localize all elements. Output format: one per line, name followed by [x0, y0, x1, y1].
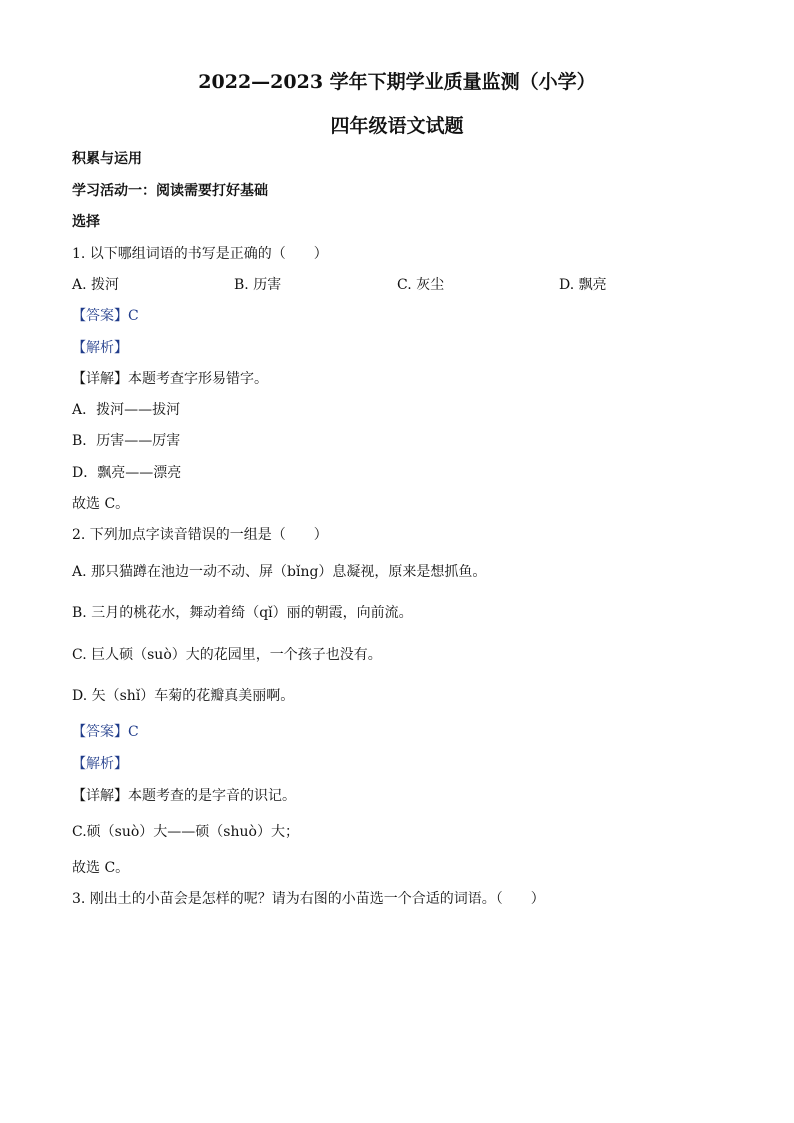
question-2-answer: 【答案】C — [72, 724, 139, 740]
section-type: 选择 — [72, 214, 100, 230]
question-1-answer: 【答案】C — [72, 308, 139, 324]
question-1-option-c: C. 灰尘 — [397, 277, 445, 293]
section-part: 积累与运用 — [72, 151, 142, 167]
question-2-detail: 【详解】本题考查的是字音的识记。 — [72, 788, 296, 804]
question-2-option-c: C. 巨人硕（suò）大的花园里，一个孩子也没有。 — [72, 647, 382, 663]
question-1-detail: 【详解】本题考查字形易错字。 — [72, 371, 268, 387]
question-3-stem: 3. 刚出土的小苗会是怎样的呢？请为右图的小苗选一个合适的词语。（ ） — [72, 891, 545, 907]
question-2-option-b: B. 三月的桃花水，舞动着绮（qǐ）丽的朝霞，向前流。 — [72, 605, 413, 621]
question-1-note-b: B．历害——厉害 — [72, 433, 181, 449]
question-1-analysis: 【解析】 — [72, 340, 128, 356]
question-1-note-a: A．拨河——拔河 — [72, 402, 181, 418]
question-1-note-d: D．飘亮——漂亮 — [72, 465, 182, 481]
section-activity: 学习活动一：阅读需要打好基础 — [72, 183, 268, 199]
question-2-option-d: D. 矢（shǐ）车菊的花瓣真美丽啊。 — [72, 688, 295, 704]
question-1-option-a: A. 拨河 — [72, 277, 120, 293]
question-1-stem: 1. 以下哪组词语的书写是正确的（ ） — [72, 246, 328, 262]
question-1-conclusion: 故选 C。 — [72, 496, 130, 512]
document-subtitle: 四年级语文试题 — [330, 115, 464, 137]
question-1-option-d: D. 飘亮 — [559, 277, 607, 293]
question-2-stem: 2. 下列加点字读音错误的一组是（ ） — [72, 527, 328, 543]
question-2-note: C.硕（suò）大——硕（shuò）大； — [72, 824, 299, 840]
question-1-option-b: B. 历害 — [234, 277, 282, 293]
document-title: 2022—2023 学年下期学业质量监测（小学） — [198, 71, 596, 93]
question-2-conclusion: 故选 C。 — [72, 860, 130, 876]
question-2-analysis: 【解析】 — [72, 756, 128, 772]
question-2-option-a: A. 那只猫蹲在池边一动不动、屏（bǐng）息凝视，原来是想抓鱼。 — [72, 564, 487, 580]
